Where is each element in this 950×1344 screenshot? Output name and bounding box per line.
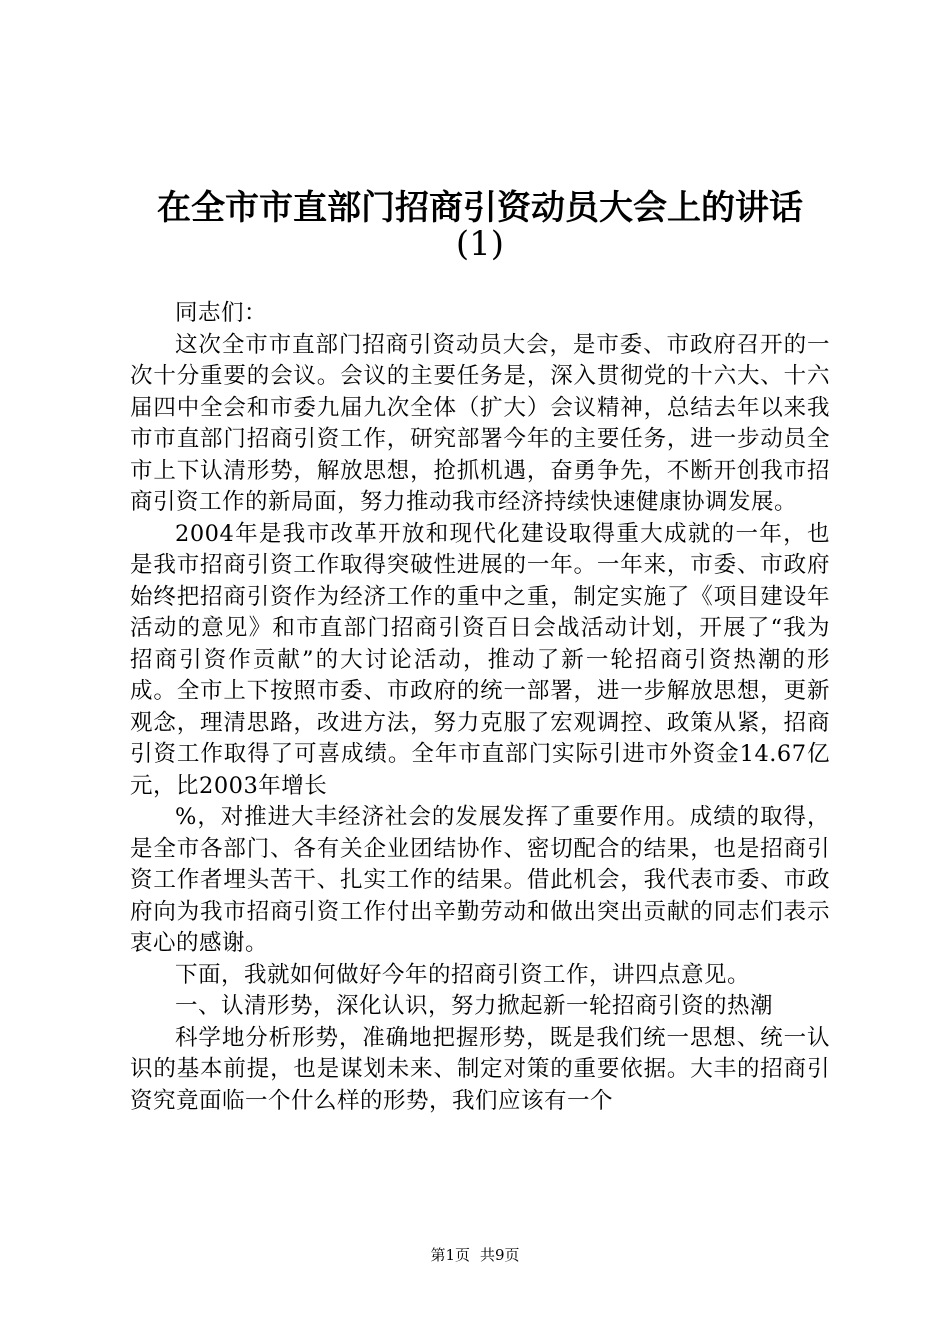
page-total: 共9页: [480, 1246, 520, 1264]
body-paragraph: 这次全市市直部门招商引资动员大会，是市委、市政府召开的一次十分重要的会议。会议的主要任务是，深入贯彻党的十六大、十六届四中全会和市委九届九次全体（扩大）会议精神，总结去年以来我市市直部门招商引资工作，研究部署今年的主要任务，进一步动员全市上下认清形势，解放思想，抢抓机遇，奋勇争先，不断开创我市招商引资工作的新局面，努力推动我市经济持续快速健康协调发展。: [130, 331, 830, 515]
document-title-suffix: (1): [455, 224, 505, 264]
page-number: 第1页: [430, 1246, 470, 1264]
section-heading: 一、认清形势，深化认识，努力掀起新一轮招商引资的热潮: [175, 993, 774, 1019]
body-paragraph: 2004年是我市改革开放和现代化建设取得重大成就的一年，也是我市招商引资工作取得突破性进展的一年。一年来，市委、市政府始终把招商引资作为经济工作的重中之重，制定实施了《项目建设年活动的意见》和市直部门招商引资百日会战活动计划，开展了“我为招商引资作贡献”的大讨论活动，推动了新一轮招商引资热潮的形成。全市上下按照市委、市政府的统一部署，进一步解放思想，更新观念，理清思路，改进方法，努力克服了宏观调控、政策从紧，招商引资工作取得了可喜成绩。全年市直部门实际引进市外资金14.67亿元，比2003年增长: [130, 520, 830, 799]
document-body: [130, 298, 830, 1117]
body-paragraph: %，对推进大丰经济社会的发展发挥了重要作用。成绩的取得，是全市各部门、各有关企业团结协作、密切配合的结果，也是招商引资工作者埋头苦干、扎实工作的结果。借此机会，我代表市委、市政府向为我市招商引资工作付出辛勤劳动和做出突出贡献的同志们表示衷心的感谢。: [130, 804, 830, 956]
salutation: 同志们：: [175, 300, 268, 326]
body-paragraph: 下面，我就如何做好今年的招商引资工作，讲四点意见。: [175, 961, 751, 988]
page-footer: [0, 1245, 950, 1265]
document-title: 在全市市直部门招商引资动员大会上的讲话: [157, 188, 803, 228]
body-paragraph: 科学地分析形势，准确地把握形势，既是我们统一思想、统一认识的基本前提，也是谋划未来、制定对策的重要依据。大丰的招商引资究竟面临一个什么样的形势，我们应该有一个: [130, 1024, 830, 1114]
